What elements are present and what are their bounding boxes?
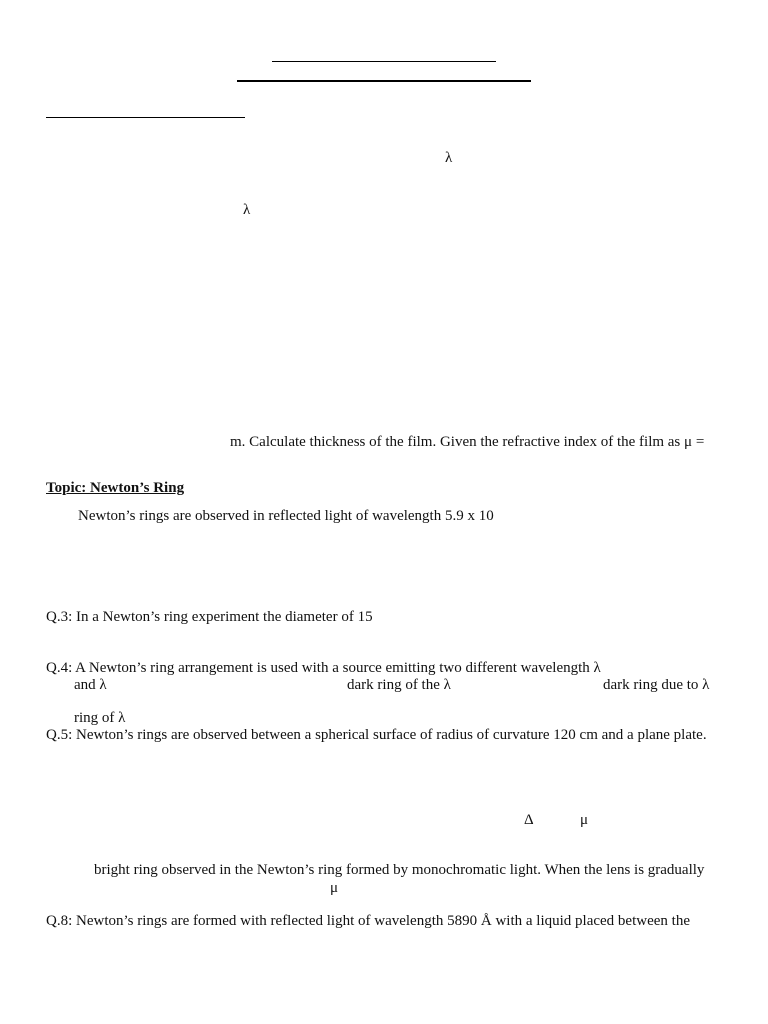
- title-underline: [272, 61, 496, 62]
- question-3-text: Q.3: In a Newton’s ring experiment the diameter of 15: [46, 609, 373, 625]
- mu-symbol-2: μ: [330, 880, 339, 896]
- question-1-text: Newton’s rings are observed in reflected light of wavelength 5.9 x 10: [78, 508, 494, 524]
- question-4-line-3: ring of λ: [74, 710, 126, 726]
- question-5-text: Q.5: Newton’s rings are observed between a spherical surface of radius of curvature 120 cm and a plane plate.: [46, 727, 707, 743]
- mu-symbol-1: μ: [580, 812, 589, 828]
- topic-heading: Topic: Newton’s Ring: [46, 480, 185, 496]
- section-heading-underline: [46, 117, 245, 118]
- question-4-line-2c: dark ring due to λ: [603, 677, 710, 693]
- question-4-line-2b: dark ring of the λ: [347, 677, 451, 693]
- question-2-tail: m. Calculate thickness of the film. Given the refractive index of the film as μ =: [230, 434, 705, 450]
- lambda-symbol-2: λ: [243, 202, 251, 218]
- question-7-line-1: bright ring observed in the Newton’s ring formed by monochromatic light. When the lens is gradually: [94, 862, 705, 878]
- subtitle-underline: [237, 80, 531, 82]
- delta-symbol: Δ: [524, 812, 534, 828]
- question-8-text: Q.8: Newton’s rings are formed with reflected light of wavelength 5890 Å with a liquid placed between the: [46, 913, 690, 929]
- lambda-symbol-1: λ: [445, 150, 453, 166]
- question-4-line-1: Q.4: A Newton’s ring arrangement is used with a source emitting two different wavelength λ: [46, 660, 601, 676]
- question-4-line-2a: and λ: [74, 677, 107, 693]
